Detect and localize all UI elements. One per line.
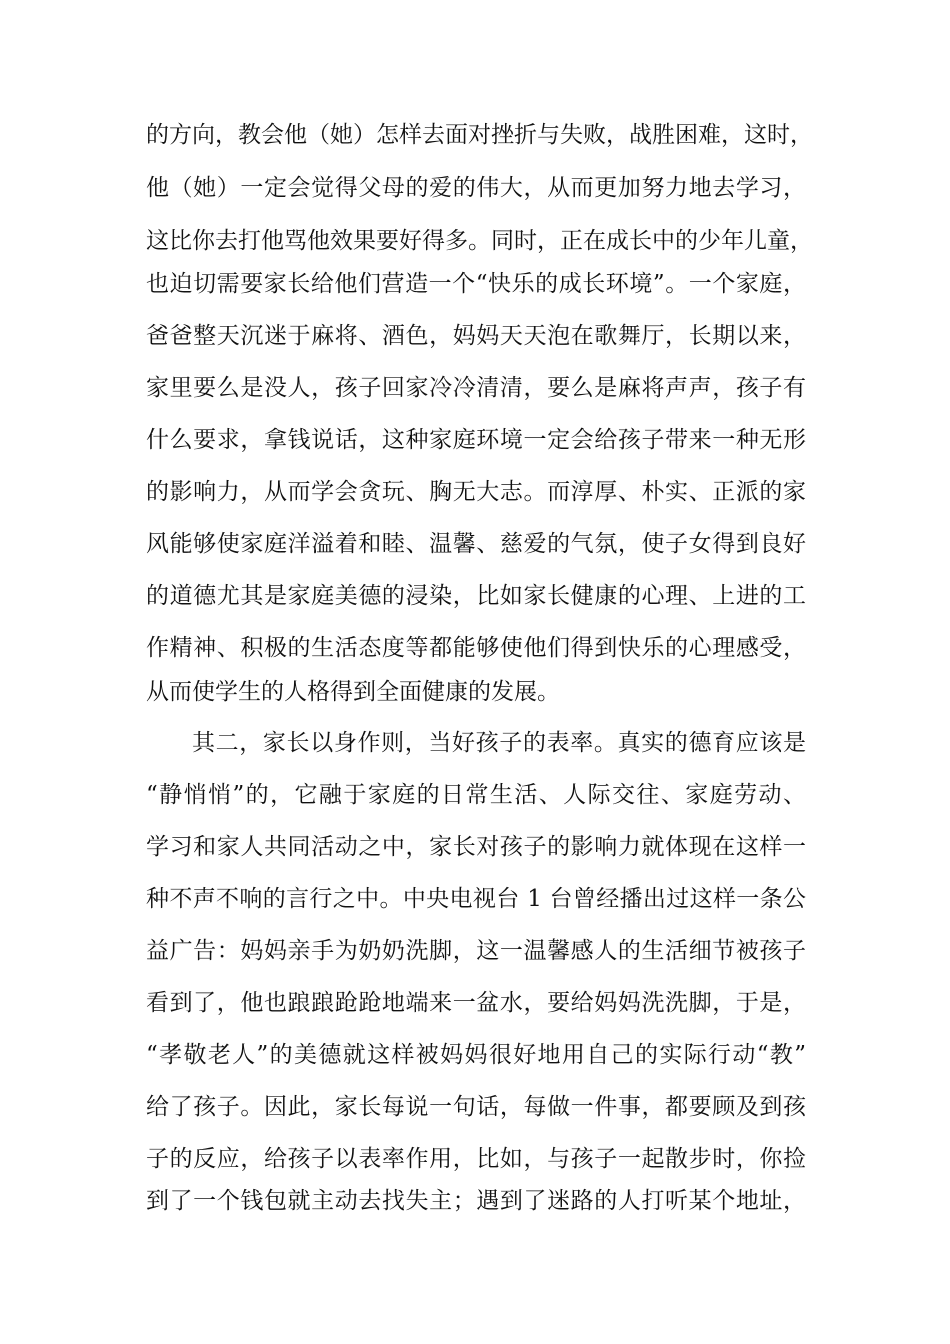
paragraph-first-line: 其二，家长以身作则，当好孩子的表率。真实的德育应该是 (192, 730, 806, 756)
text-line: 给了孩子。因此，家长每说一句话，每做一件事，都要顾及到孩 (146, 1094, 806, 1120)
text-line: 益广告：妈妈亲手为奶奶洗脚，这一温馨感人的生活细节被孩子 (146, 938, 806, 964)
text-line: 风能够使家庭洋溢着和睦、温馨、慈爱的气氛，使子女得到良好 (146, 531, 806, 557)
text-line: “孝敬老人”的美德就这样被妈妈很好地用自己的实际行动“教” (146, 1042, 806, 1068)
text-line: 种不声不响的言行之中。中央电视台 1 台曾经播出过这样一条公 (146, 886, 806, 912)
text-line: 的道德尤其是家庭美德的浸染，比如家长健康的心理、上进的工 (146, 583, 806, 609)
text-line: 学习和家人共同活动之中，家长对孩子的影响力就体现在这样一 (146, 834, 806, 860)
text-line: 从而使学生的人格得到全面健康的发展。 (146, 679, 560, 705)
text-line: 到了一个钱包就主动去找失主；遇到了迷路的人打听某个地址， (146, 1188, 806, 1214)
text-line: 什么要求，拿钱说话，这种家庭环境一定会给孩子带来一种无形 (146, 427, 806, 453)
text-line: 子的反应，给孩子以表率作用，比如，与孩子一起散步时，你捡 (146, 1146, 806, 1172)
text-line: 也迫切需要家长给他们营造一个“快乐的成长环境”。一个家庭， (146, 271, 806, 297)
text-line: 看到了，他也踉踉跄跄地端来一盆水，要给妈妈洗洗脚，于是， (146, 990, 806, 1016)
text-line: 的影响力，从而学会贪玩、胸无大志。而淳厚、朴实、正派的家 (146, 479, 806, 505)
text-line: 作精神、积极的生活态度等都能够使他们得到快乐的心理感受， (146, 635, 806, 661)
text-line: 这比你去打他骂他效果要好得多。同时，正在成长中的少年儿童， (146, 228, 813, 254)
text-line: 家里要么是没人，孩子回家冷冷清清，要么是麻将声声，孩子有 (146, 375, 806, 401)
text-line: 爸爸整天沉迷于麻将、酒色，妈妈天天泡在歌舞厅，长期以来， (146, 323, 806, 349)
text-line: “静悄悄”的，它融于家庭的日常生活、人际交往、家庭劳动、 (146, 782, 806, 808)
text-line: 他（她）一定会觉得父母的爱的伟大，从而更加努力地去学习， (146, 175, 806, 201)
text-line: 的方向，教会他（她）怎样去面对挫折与失败，战胜困难，这时， (146, 122, 813, 148)
